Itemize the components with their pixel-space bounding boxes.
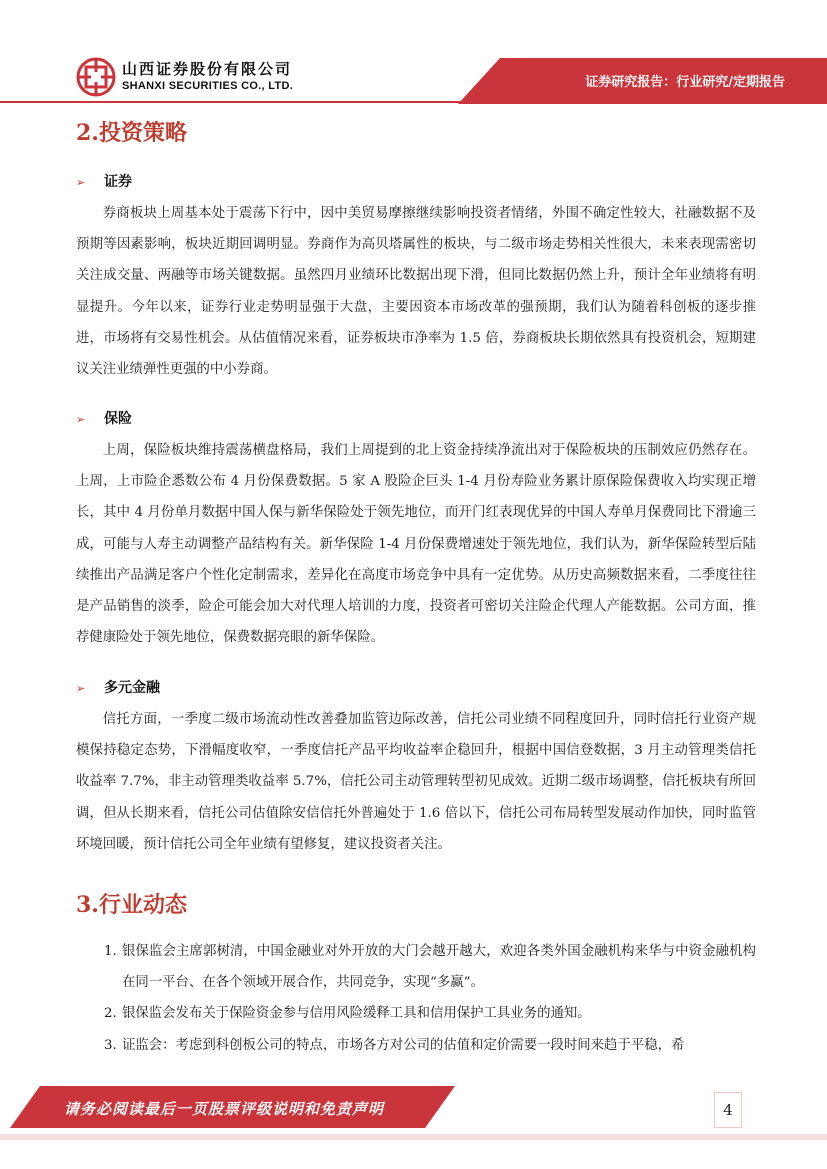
company-name [122, 60, 293, 93]
subsection-heading-insurance [76, 409, 132, 430]
list-item-text: 证监会：考虑到科创板公司的特点，市场各方对公司的估值和定价需要一段时间来趋于平稳，希 [122, 1037, 685, 1053]
list-item-text: 银保监会发布关于保险资金参与信用风险缓释工具和信用保护工具业务的通知。 [122, 1006, 591, 1022]
list-item-number: 3. [104, 1037, 117, 1053]
section-title-industry: 3.行业动态 [76, 892, 187, 918]
footer-disclaimer: 请务必阅读最后一页股票评级说明和免责声明 [64, 1100, 385, 1118]
arrow-bullet-icon: ➢ [76, 682, 86, 695]
subsection-label: 保险 [104, 411, 132, 427]
list-item [76, 998, 756, 1029]
paragraph-securities: 券商板块上周基本处于震荡下行中，因中美贸易摩擦继续影响投资者情绪，外围不确定性较大，社融数据不及预期等因素影响，板块近期回调明显。券商作为高贝塔属性的板块，与二级市场走势相关性很大，未来表现需密切关注成交量、两融等市场关键数据。虽然四月业绩环比数据出现下滑，但同比数据仍然上升，预计全年业绩将有明显提升。今年以来，证券行业走势明显强于大盘，主要因资本市场改革的强预期，我们认为随着科创板的逐步推进，市场将有交易性机会。从估值情况来看，证券板块市净率为 1.5 倍，券商板块长期依然具有投资机会，短期建议关注业绩弹性更强的中小券商。 [76, 206, 756, 378]
list-item [76, 1030, 756, 1061]
list-item-number: 1. [104, 944, 117, 959]
page-number: 4 [714, 1092, 742, 1128]
company-name-en: SHANXI SECURITIES CO., LTD. [122, 80, 294, 92]
arrow-bullet-icon: ➢ [76, 176, 86, 189]
list-item-text: 银保监会主席郭树清，中国金融业对外开放的大门会越开越大，欢迎各类外国金融机构来华与中资金融机构在同一平台、在各个领域开展合作，共同竞争，实现“多赢”。 [122, 944, 756, 991]
report-type-label: 证券研究报告：行业研究/定期报告 [585, 75, 785, 90]
subsection-label: 证券 [104, 174, 132, 190]
industry-news-list [76, 936, 756, 1061]
subsection-heading-securities [76, 172, 132, 193]
list-item-number: 2. [104, 1006, 117, 1022]
paragraph-insurance: 上周，保险板块维持震荡横盘格局，我们上周提到的北上资金持续净流出对于保险板块的压制效应仍然存在。上周，上市险企悉数公布 4 月份保费数据。5 家 A 股险企巨头 1-4 月份寿险业务累计原保险保费收入均实现正增长，其中 4 月份单月数据中国人保与新华保险处于领先地位，而开门红表现优异的中国人寿单月保费同比下滑逾三成，可能与人寿主动调整产品结构有关。新华保险 1-4 月份保费增速处于领先地位，我们认为，新华保险转型后陆续推出产品满足客户个性化定制需求，差异化在高度市场竞争中具有一定优势。从历史高频数据来看，二季度往往是产品销售的淡季，险企可能会加大对代理人培训的力度，投资者可密切关注险企代理人产能数据。公司方面，推荐健康险处于领先地位，保费数据亮眼的新华保险。 [76, 443, 756, 646]
company-logo-icon [76, 57, 116, 97]
section-title-strategy: 2.投资策略 [76, 120, 187, 146]
list-item [76, 936, 756, 998]
arrow-bullet-icon: ➢ [76, 413, 86, 426]
page-header [0, 0, 827, 104]
company-name-cn: 山西证券股份有限公司 [122, 60, 293, 78]
subsection-heading-diversified [76, 678, 160, 699]
subsection-label: 多元金融 [104, 680, 160, 696]
paragraph-diversified-finance: 信托方面，一季度二级市场流动性改善叠加监管边际改善，信托公司业绩不同程度回升，同时信托行业资产规模保持稳定态势，下滑幅度收窄，一季度信托产品平均收益率企稳回升，根据中国信登数据，3 月主动管理类信托收益率 7.7%，非主动管理类收益率 5.7%，信托公司主动管理转型初见成效。近期二级市场调整，信托板块有所回调，但从长期来看，信托公司估值除安信信托外普遍处于 1.6 倍以下，信托公司布局转型发展动作加快，同时监管环境回暖，预计信托公司全年业绩有望修复，建议投资者关注。 [76, 712, 756, 852]
